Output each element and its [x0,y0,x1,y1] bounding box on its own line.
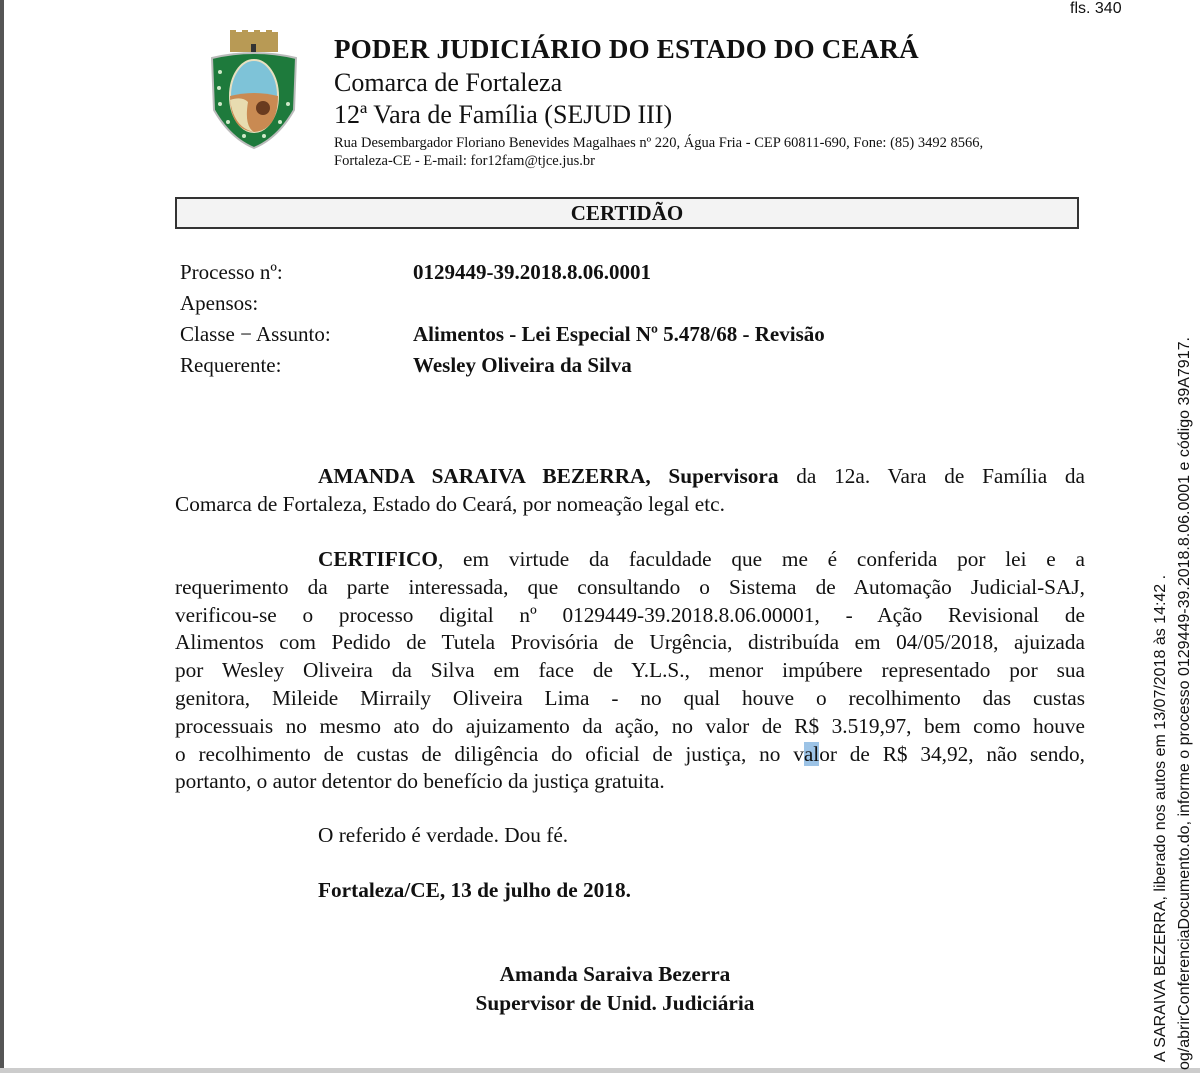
field-value: 0129449-39.2018.8.06.0001 [413,260,651,284]
paragraph-line: portanto, o autor detentor do benefício da justiça gratuita. [175,769,665,794]
text: o recolhimento de custas de diligência do oficial de justiça, no v [175,741,804,766]
paragraph-line [175,546,1085,574]
paragraph-line [175,741,1085,769]
address-line-1: Rua Desembargador Floriano Benevides Magalhaes nº 220, Água Fria - CEP 60811-690, Fone: (85) 3492 8566, [334,135,984,151]
vara-name: 12ª Vara de Família (SEJUD III) [334,100,673,129]
closing-statement: O referido é verdade. Dou fé. [318,823,569,847]
field-value: Alimentos - Lei Especial Nº 5.478/68 - Revisão [413,322,825,346]
page-number: fls. 340 [1070,0,1122,17]
field-label: Classe − Assunto: [180,322,331,346]
side-note-line-2[interactable]: og/abrirConferenciaDocumento.do, informe o processo 0129449-39.2018.8.06.0001 e código 39A7917. [1176,337,1193,1070]
supervisor-name: AMANDA SARAIVA BEZERRA, Supervisora [318,464,779,488]
paragraph-line: requerimento da parte interessada, que consultando o Sistema de Automação Judicial-SAJ, [175,574,1085,599]
signature-name: Amanda Saraiva Bezerra [499,962,731,986]
page-bottom-edge [0,1068,1200,1073]
field-requerente [180,353,825,384]
paragraph-line [175,463,1085,491]
comarca-name: Comarca de Fortaleza [334,68,563,97]
field-label: Requerente: [180,353,282,377]
field-apensos [180,291,825,322]
document-title: CERTIDÃO [175,197,1079,229]
certifico-word: CERTIFICO [318,547,438,571]
address-prefix: Fortaleza-CE - E-mail: [334,153,471,169]
paragraph-line: Comarca de Fortaleza, Estado do Ceará, por nomeação legal etc. [175,491,725,516]
text: , em virtude da faculdade que me é conferida por lei e a [437,547,1085,571]
field-value: Wesley Oliveira da Silva [413,353,632,377]
field-label: Processo nº: [180,260,283,284]
text: da 12a. Vara de Família da [778,464,1085,488]
place-date: Fortaleza/CE, 13 de julho de 2018. [318,878,631,902]
page-left-edge [0,0,4,1073]
court-title: PODER JUDICIÁRIO DO ESTADO DO CEARÁ [334,34,919,64]
text-selection-highlight: al [803,741,820,766]
email-link[interactable]: for12fam@tjce.jus.br [470,153,595,169]
side-note-line-1: A SARAIVA BEZERRA, liberado nos autos em 13/07/2018 às 14:42 . [1152,574,1169,1062]
text: or de R$ 34,92, não sendo, [819,741,1085,766]
field-processo [180,260,825,291]
paragraph-intro [175,463,1085,519]
paragraph-line: por Wesley Oliveira da Silva em face de Y.L.S., menor impúbere representado por sua [175,658,1085,683]
court-address [334,134,983,170]
coat-of-arms-logo [208,30,300,150]
field-classe-assunto [180,322,825,353]
paragraph-certifico [175,546,1085,796]
address-line-2 [334,152,983,170]
paragraph-line: genitora, Mileide Mirraily Oliveira Lima - no qual houve o recolhimento das custas [175,685,1085,710]
paragraph-line: processuais no mesmo ato do ajuizamento da ação, no valor de R$ 3.519,97, bem como houve [175,713,1085,738]
field-label: Apensos: [180,291,259,315]
paragraph-line: Alimentos com Pedido de Tutela Provisória de Urgência, distribuída em 04/05/2018, ajuizada [175,630,1085,655]
case-fields [180,260,825,384]
signature-role: Supervisor de Unid. Judiciária [475,991,755,1015]
paragraph-line: verificou-se o processo digital nº 0129449-39.2018.8.06.00001, - Ação Revisional de [175,602,1085,627]
